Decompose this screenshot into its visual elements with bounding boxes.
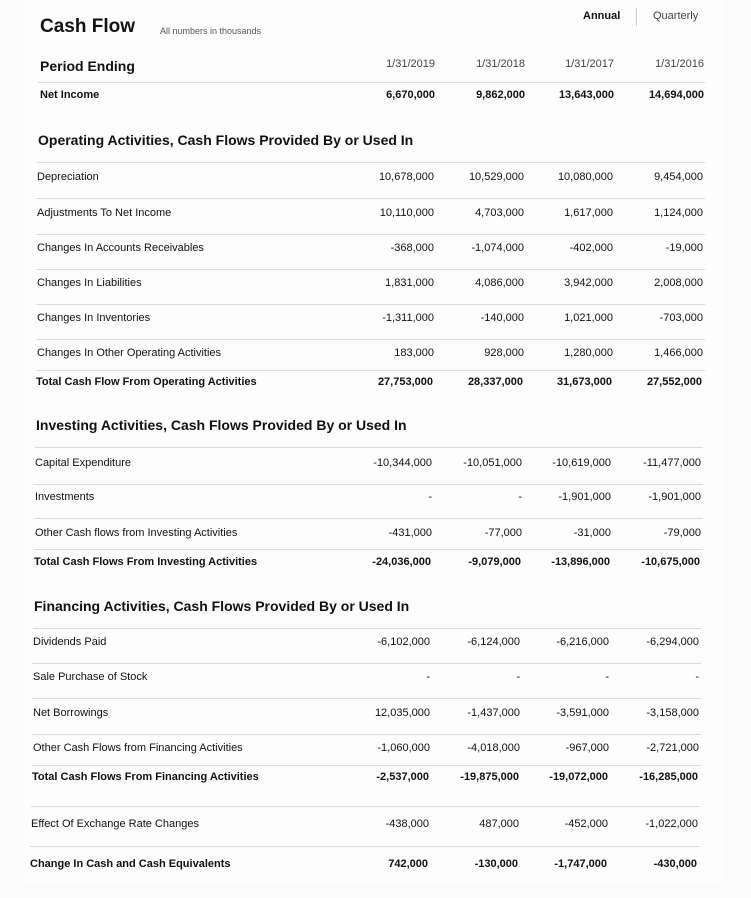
units-note: All numbers in thousands — [160, 26, 262, 36]
operating-row-value: 10,678,000 — [378, 171, 434, 183]
operating-row-label: Depreciation — [37, 171, 99, 183]
row-divider — [36, 304, 705, 305]
financing-row-label: Sale Purchase of Stock — [33, 671, 148, 683]
operating-row-label: Adjustments To Net Income — [37, 207, 172, 219]
operating-row-value: -402,000 — [569, 242, 613, 254]
financing-row-label: Other Cash Flows from Financing Activities — [33, 742, 243, 754]
financing-row-value: -967,000 — [565, 742, 609, 754]
operating-row-value: 1,280,000 — [564, 347, 613, 359]
investing-row-value: -431,000 — [388, 527, 432, 539]
operating-row — [0, 347, 751, 367]
investing-section-title: Investing Activities, Cash Flows Provided By or Used In — [36, 417, 407, 433]
investing-row-value: - — [518, 491, 522, 503]
row-divider — [36, 269, 705, 270]
operating-row-value: 1,617,000 — [564, 207, 613, 219]
period-ending-row-label: Period Ending — [40, 58, 135, 74]
financing-total-row-value: -19,072,000 — [549, 771, 608, 783]
operating-row-value: 10,529,000 — [468, 171, 524, 183]
investing-row-value: -10,344,000 — [373, 457, 432, 469]
investing-row-value: -1,901,000 — [558, 491, 611, 503]
investing-row-value: -10,051,000 — [463, 457, 522, 469]
operating-row-value: 10,080,000 — [557, 171, 613, 183]
operating-row-value: 3,942,000 — [564, 277, 613, 289]
operating-row-value: 928,000 — [484, 347, 524, 359]
operating-row — [0, 171, 751, 191]
financing-row-value: - — [605, 671, 609, 683]
financing-row-value: -4,018,000 — [467, 742, 520, 754]
operating-row-value: -19,000 — [665, 242, 703, 254]
row-divider — [34, 518, 703, 519]
financing-row-value: -2,721,000 — [646, 742, 699, 754]
period-ending-row-value: 1/31/2017 — [565, 58, 614, 70]
change-in-cash-row — [0, 858, 751, 878]
financing-section-title: Financing Activities, Cash Flows Provided By or Used In — [34, 598, 410, 614]
net-income-row-label: Net Income — [40, 89, 100, 101]
financing-row-label: Net Borrowings — [33, 707, 109, 719]
financing-row-value: - — [426, 671, 430, 683]
financing-total-row-value: -16,285,000 — [639, 771, 698, 783]
operating-total-row-value: 31,673,000 — [556, 376, 612, 388]
financing-row-value: 12,035,000 — [374, 707, 430, 719]
financing-row — [0, 636, 751, 656]
operating-row-label: Changes In Liabilities — [37, 277, 142, 289]
financing-row — [0, 707, 751, 727]
investing-row — [0, 491, 751, 511]
period-ending-row-value: 1/31/2019 — [386, 58, 435, 70]
net-income-row-value: 14,694,000 — [648, 89, 704, 101]
investing-row-value: -1,901,000 — [648, 491, 701, 503]
row-divider — [36, 234, 705, 235]
row-divider — [32, 663, 701, 664]
financing-row — [0, 671, 751, 691]
investing-total-row-value: -13,896,000 — [551, 556, 610, 568]
investing-row-value: -10,619,000 — [552, 457, 611, 469]
operating-row-label: Changes In Accounts Receivables — [37, 242, 204, 254]
financing-total-row-value: -19,875,000 — [460, 771, 519, 783]
investing-total-row-label: Total Cash Flows From Investing Activities — [34, 556, 258, 568]
row-divider — [36, 339, 705, 340]
annual-toggle[interactable]: Annual — [583, 10, 621, 22]
operating-row — [0, 312, 751, 332]
net-income-row-value: 13,643,000 — [558, 89, 614, 101]
row-divider — [34, 484, 703, 485]
financing-row-value: -1,060,000 — [377, 742, 430, 754]
row-divider — [32, 698, 701, 699]
operating-row-value: 1,124,000 — [654, 207, 703, 219]
financing-row-value: -6,102,000 — [377, 636, 430, 648]
operating-total-row-value: 28,337,000 — [467, 376, 523, 388]
investing-total-row-value: -9,079,000 — [468, 556, 521, 568]
operating-row-value: 1,021,000 — [564, 312, 613, 324]
investing-row-value: -79,000 — [663, 527, 701, 539]
financing-row-value: -1,437,000 — [467, 707, 520, 719]
financing-total-row-value: -2,537,000 — [376, 771, 429, 783]
row-divider — [32, 765, 701, 766]
row-divider — [32, 734, 701, 735]
investing-row — [0, 457, 751, 477]
operating-row-value: -703,000 — [659, 312, 703, 324]
investing-row-label: Other Cash flows from Investing Activities — [35, 527, 238, 539]
toggle-divider — [636, 8, 637, 26]
financing-row-value: -6,216,000 — [556, 636, 609, 648]
operating-total-row — [0, 376, 751, 396]
operating-total-row-label: Total Cash Flow From Operating Activities — [36, 376, 257, 388]
row-divider — [36, 198, 705, 199]
exchange-rate-row-value: -438,000 — [385, 818, 429, 830]
operating-section-title: Operating Activities, Cash Flows Provided By or Used In — [38, 132, 414, 148]
financing-row-value: -6,124,000 — [467, 636, 520, 648]
financing-row-value: -3,158,000 — [646, 707, 699, 719]
quarterly-toggle[interactable]: Quarterly — [653, 10, 699, 22]
row-divider — [34, 549, 703, 550]
operating-row-value: -140,000 — [480, 312, 524, 324]
change-in-cash-row-value: -1,747,000 — [554, 858, 607, 870]
investing-row-value: - — [428, 491, 432, 503]
row-divider — [38, 82, 705, 83]
operating-row-label: Changes In Other Operating Activities — [37, 347, 222, 359]
investing-row-label: Investments — [35, 491, 95, 503]
operating-row-value: 4,086,000 — [475, 277, 524, 289]
financing-row-value: - — [516, 671, 520, 683]
financing-total-row-label: Total Cash Flows From Financing Activities — [32, 771, 259, 783]
change-in-cash-row-label: Change In Cash and Cash Equivalents — [30, 858, 231, 870]
investing-row-label: Capital Expenditure — [35, 457, 132, 469]
row-divider — [37, 162, 705, 163]
investing-row-value: -31,000 — [573, 527, 611, 539]
operating-row-label: Changes In Inventories — [37, 312, 151, 324]
operating-row-value: -1,074,000 — [471, 242, 524, 254]
period-ending-row-value: 1/31/2018 — [476, 58, 525, 70]
financing-total-row — [0, 771, 751, 791]
period-ending-row-value: 1/31/2016 — [655, 58, 704, 70]
operating-row-value: 1,466,000 — [654, 347, 703, 359]
financing-row — [0, 742, 751, 762]
exchange-rate-row-value: 487,000 — [479, 818, 519, 830]
operating-row-value: -1,311,000 — [382, 312, 434, 324]
exchange-rate-row — [0, 818, 751, 838]
page-title: Cash Flow — [40, 16, 136, 37]
change-in-cash-row-value: 742,000 — [388, 858, 428, 870]
exchange-rate-row-value: -452,000 — [564, 818, 608, 830]
investing-total-row-value: -24,036,000 — [372, 556, 431, 568]
change-in-cash-row-value: -130,000 — [474, 858, 518, 870]
net-income-row — [0, 89, 751, 109]
row-divider — [31, 806, 700, 807]
investing-row — [0, 527, 751, 547]
operating-row-value: 10,110,000 — [379, 207, 434, 219]
investing-total-row — [0, 556, 751, 576]
row-divider — [30, 846, 700, 847]
financing-row-value: - — [695, 671, 699, 683]
net-income-row-value: 9,862,000 — [476, 89, 525, 101]
period-ending-row — [0, 58, 751, 78]
operating-row-value: 9,454,000 — [654, 171, 703, 183]
operating-row-value: 1,831,000 — [385, 277, 434, 289]
exchange-rate-row-label: Effect Of Exchange Rate Changes — [31, 818, 199, 830]
row-divider — [36, 370, 705, 371]
operating-row — [0, 277, 751, 297]
operating-row-value: -368,000 — [390, 242, 434, 254]
exchange-rate-row-value: -1,022,000 — [645, 818, 698, 830]
operating-total-row-value: 27,753,000 — [377, 376, 433, 388]
operating-row-value: 2,008,000 — [654, 277, 703, 289]
net-income-row-value: 6,670,000 — [386, 89, 435, 101]
financing-row-value: -6,294,000 — [646, 636, 699, 648]
operating-row — [0, 242, 751, 262]
operating-row-value: 183,000 — [394, 347, 434, 359]
operating-row-value: 4,703,000 — [475, 207, 524, 219]
investing-total-row-value: -10,675,000 — [641, 556, 700, 568]
operating-row — [0, 207, 751, 227]
financing-row-label: Dividends Paid — [33, 636, 107, 648]
investing-row-value: -11,477,000 — [643, 457, 701, 469]
row-divider — [33, 628, 701, 629]
change-in-cash-row-value: -430,000 — [653, 858, 697, 870]
row-divider — [35, 447, 703, 448]
financing-row-value: -3,591,000 — [556, 707, 609, 719]
investing-row-value: -77,000 — [484, 527, 522, 539]
operating-total-row-value: 27,552,000 — [646, 376, 702, 388]
